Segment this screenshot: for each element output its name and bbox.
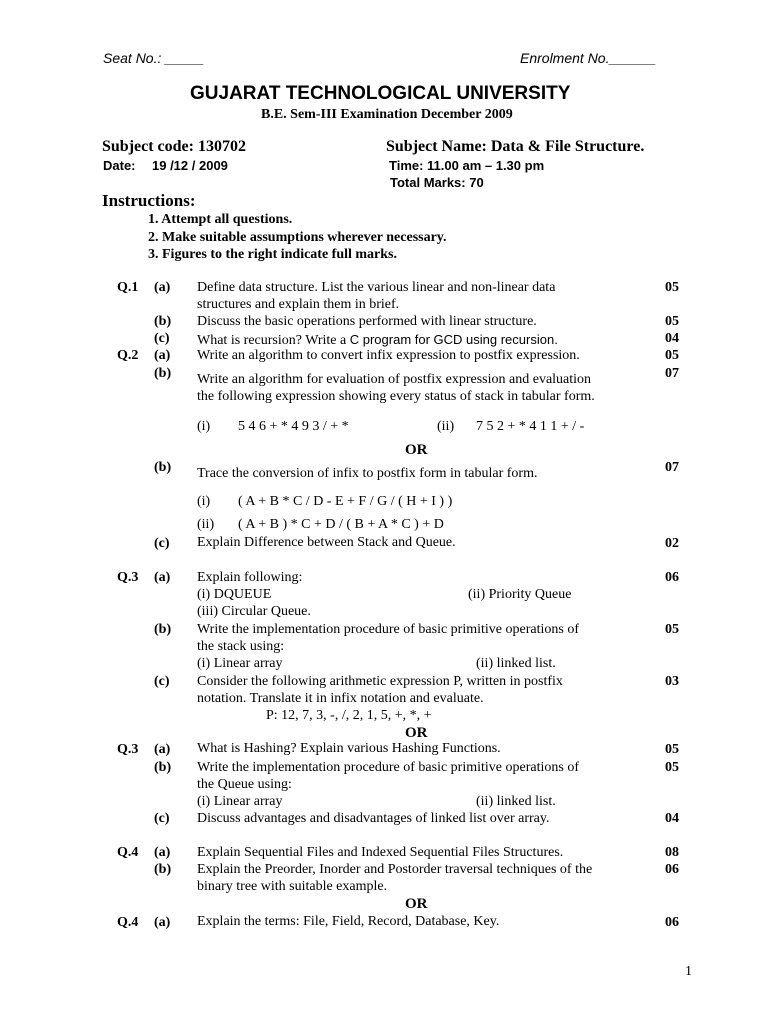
page-number: 1 <box>685 964 692 979</box>
subject-code: Subject code: 130702 <box>102 138 246 155</box>
question-text: Write the implementation procedure of basic primitive operations of <box>197 622 579 637</box>
sub-item: (iii) Circular Queue. <box>197 604 311 619</box>
question-number: Q.2 <box>117 348 139 363</box>
question-text: structures and explain them in brief. <box>197 297 400 312</box>
question-part: (a) <box>154 742 171 757</box>
question-text: the stack using: <box>197 639 285 654</box>
question-text-part: What is recursion? Write a <box>197 333 350 348</box>
university-title: GUJARAT TECHNOLOGICAL UNIVERSITY <box>190 83 571 104</box>
question-marks: 02 <box>665 536 679 551</box>
question-text: the Queue using: <box>197 777 292 792</box>
question-text: the following expression showing every status of stack in tabular form. <box>197 389 595 404</box>
instruction-item: 2. Make suitable assumptions wherever necessary. <box>148 230 447 245</box>
question-marks: 05 <box>665 760 679 775</box>
question-number: Q.4 <box>117 845 139 860</box>
postfix-expression: 5 4 6 + * 4 9 3 / + * <box>238 419 349 434</box>
sub-item: (ii) linked list. <box>476 656 556 671</box>
question-part: (a) <box>154 915 171 930</box>
question-part: (a) <box>154 348 171 363</box>
date-value: 19 /12 / 2009 <box>152 158 228 173</box>
question-number: Q.1 <box>117 280 139 295</box>
question-part: (a) <box>154 845 171 860</box>
question-part: (b) <box>154 622 172 637</box>
subject-name: Subject Name: Data & File Structure. <box>386 138 645 155</box>
question-part: (a) <box>154 570 171 585</box>
question-part: (b) <box>154 460 172 475</box>
instruction-item: 3. Figures to the right indicate full marks. <box>148 247 398 262</box>
enrolment-number-field: Enrolment No.______ <box>520 50 657 66</box>
or-divider: OR <box>405 896 428 912</box>
question-text: Explain the terms: File, Field, Record, Database, Key. <box>197 914 500 929</box>
sub-item-label: (ii) <box>197 517 215 532</box>
or-divider: OR <box>405 725 428 741</box>
question-number: Q.4 <box>117 915 139 930</box>
question-text: Define data structure. List the various linear and non-linear data <box>197 280 556 295</box>
question-marks: 06 <box>665 862 679 877</box>
question-marks: 04 <box>665 811 679 826</box>
question-text: Explain the Preorder, Inorder and Postorder traversal techniques of the <box>197 862 593 877</box>
exam-time: Time: 11.00 am – 1.30 pm <box>389 158 545 173</box>
question-part: (a) <box>154 280 171 295</box>
question-marks: 05 <box>665 622 679 637</box>
question-text-part: C program for GCD using recursion. <box>349 332 558 347</box>
question-text: What is Hashing? Explain various Hashing Functions. <box>197 741 501 756</box>
question-text: Trace the conversion of infix to postfix form in tabular form. <box>197 466 538 481</box>
question-text: notation. Translate it in infix notation and evaluate. <box>197 691 484 706</box>
question-marks: 06 <box>665 570 679 585</box>
infix-expression: ( A + B * C / D - E + F / G / ( H + I ) ) <box>238 494 453 509</box>
instruction-item: 1. Attempt all questions. <box>148 212 293 227</box>
date-label: Date: <box>103 158 136 173</box>
sub-item: (i) Linear array <box>197 656 283 671</box>
sub-item: (ii) Priority Queue <box>468 587 572 602</box>
question-text <box>197 331 558 349</box>
question-part: (b) <box>154 760 172 775</box>
question-marks: 07 <box>665 366 679 381</box>
question-marks: 05 <box>665 280 679 295</box>
question-marks: 03 <box>665 674 679 689</box>
question-part: (c) <box>154 331 170 346</box>
question-text: Explain following: <box>197 570 303 585</box>
question-marks: 07 <box>665 460 679 475</box>
sub-item: (ii) linked list. <box>476 794 556 809</box>
seat-number-field: Seat No.: _____ <box>103 50 205 66</box>
question-marks: 05 <box>665 348 679 363</box>
question-part: (b) <box>154 862 172 877</box>
question-part: (c) <box>154 674 170 689</box>
sub-item: (i) Linear array <box>197 794 283 809</box>
question-marks: 05 <box>665 314 679 329</box>
question-marks: 08 <box>665 845 679 860</box>
question-marks: 04 <box>665 331 679 346</box>
total-marks: Total Marks: 70 <box>390 175 484 190</box>
question-number: Q.3 <box>117 742 139 757</box>
question-part: (c) <box>154 536 170 551</box>
sub-item-label: (i) <box>197 494 211 509</box>
question-text: Write an algorithm to convert infix expression to postfix expression. <box>197 348 580 363</box>
question-marks: 06 <box>665 915 679 930</box>
or-divider: OR <box>405 442 428 458</box>
question-part: (b) <box>154 314 172 329</box>
sub-item-label: (i) <box>197 419 211 434</box>
postfix-expression: P: 12, 7, 3, -, /, 2, 1, 5, +, *, + <box>266 708 432 723</box>
question-text: Discuss advantages and disadvantages of linked list over array. <box>197 811 550 826</box>
exam-title: B.E. Sem-III Examination December 2009 <box>261 107 513 122</box>
question-text: Write the implementation procedure of basic primitive operations of <box>197 760 579 775</box>
question-text: binary tree with suitable example. <box>197 879 388 894</box>
postfix-expression: 7 5 2 + * 4 1 1 + / - <box>476 419 585 434</box>
sub-item: (i) DQUEUE <box>197 587 272 602</box>
question-number: Q.3 <box>117 570 139 585</box>
question-text: Consider the following arithmetic expression P, written in postfix <box>197 674 563 689</box>
sub-item-label: (ii) <box>437 419 455 434</box>
question-part: (c) <box>154 811 170 826</box>
question-marks: 05 <box>665 742 679 757</box>
instructions-title: Instructions: <box>102 191 196 210</box>
question-part: (b) <box>154 366 172 381</box>
question-text: Explain Difference between Stack and Queue. <box>197 535 456 550</box>
question-text: Discuss the basic operations performed with linear structure. <box>197 314 537 329</box>
question-text: Explain Sequential Files and Indexed Sequential Files Structures. <box>197 845 564 860</box>
question-text: Write an algorithm for evaluation of postfix expression and evaluation <box>197 372 592 387</box>
infix-expression: ( A + B ) * C + D / ( B + A * C ) + D <box>238 517 444 532</box>
